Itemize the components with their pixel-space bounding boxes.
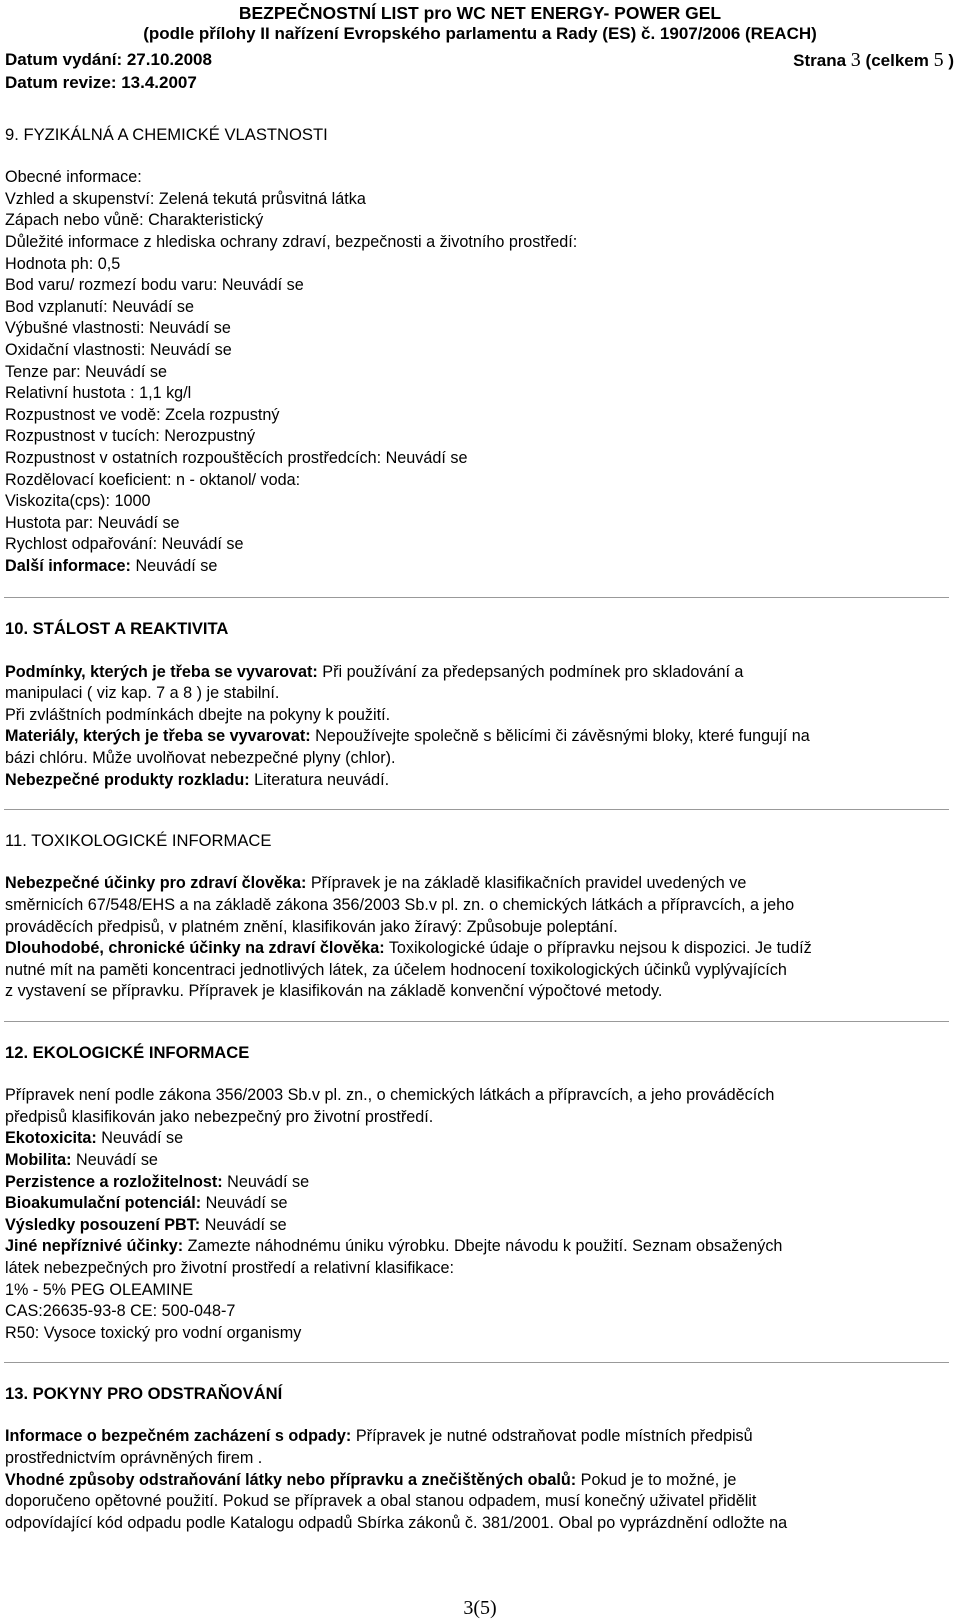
s10-conditions: Podmínky, kterých je třeba se vyvarovat: Při používání za předepsaných podmínek pro skladování a <box>5 662 744 681</box>
s12-intro-cont: předpisů klasifikován jako nebezpečný pro životní prostředí. <box>5 1107 434 1126</box>
s9-vapor-density: Hustota par: Neuvádí se <box>5 513 180 532</box>
s13-info-cont: prostřednictvím oprávněných firem . <box>5 1449 263 1468</box>
s10-materials-cont: bázi chlóru. Může uvolňovat nebezpečné plyny (chlor). <box>5 749 396 768</box>
s9-general: Obecné informace: <box>5 168 142 187</box>
s13-info: Informace o bezpečném zacházení s odpady: Přípravek je nutné odstraňovat podle místních předpisů <box>5 1427 753 1446</box>
page-footer-number: 3(5) <box>463 1597 497 1619</box>
s12-substance-1: 1% - 5% PEG OLEAMINE <box>5 1280 194 1299</box>
s9-evaporation: Rychlost odpařování: Neuvádí se <box>5 535 244 554</box>
s11-effects-cont2: prováděcích předpisů, v platném znění, klasifikován jako žíravý: Způsobuje poleptání. <box>5 917 618 936</box>
s9-boiling: Bod varu/ rozmezí bodu varu: Neuvádí se <box>5 276 304 295</box>
s12-intro: Přípravek není podle zákona 356/2003 Sb.v pl. zn., o chemických látkách a přípravcích, a jeho prováděcích <box>5 1086 775 1105</box>
s9-ph: Hodnota ph: 0,5 <box>5 254 121 273</box>
s9-flash: Bod vzplanutí: Neuvádí se <box>5 297 194 316</box>
s12-persistence: Perzistence a rozložitelnost: Neuvádí se <box>5 1172 310 1191</box>
document-body <box>5 124 945 1534</box>
s13-methods-cont1: doporučeno opětovné použití. Pokud se přípravek a obal stanou odpadem, musí konečný uživatel přidělit <box>5 1492 757 1511</box>
s11-chronic-cont1: nutné mít na paměti koncentraci jednotlivých látek, za účelem hodnocení toxikologických účinků vyplývajících <box>5 960 787 979</box>
s11-chronic-cont2: z vystavení se přípravku. Přípravek je klasifikován na základě konvenční výpočtové metody. <box>5 982 663 1001</box>
section-11-title: 11. TOXIKOLOGICKÉ INFORMACE <box>5 831 272 851</box>
s12-adverse: Jiné nepříznivé účinky: Zamezte náhodnému úniku výrobku. Dbejte návodu k použití. Seznam obsažených <box>5 1237 783 1256</box>
s10-conditions-cont: manipulaci ( viz kap. 7 a 8 ) je stabilní. <box>5 684 280 703</box>
s9-density: Relativní hustota : 1,1 kg/l <box>5 384 192 403</box>
s9-appearance: Vzhled a skupenství: Zelená tekutá průsvitná látka <box>5 189 366 208</box>
s11-chronic: Dlouhodobé, chronické účinky na zdraví člověka: Toxikologické údaje o přípravku nejsou k dispozici. Je tudíž <box>5 939 812 958</box>
s9-other-solubility: Rozpustnost v ostatních rozpouštěcích prostředcích: Neuvádí se <box>5 448 468 467</box>
s9-water-solubility: Rozpustnost ve vodě: Zcela rozpustný <box>5 405 280 424</box>
s12-ecotoxicity: Ekotoxicita: Neuvádí se <box>5 1129 184 1148</box>
s9-vapor-pressure: Tenze par: Neuvádí se <box>5 362 167 381</box>
section-13-title: 13. POKYNY PRO ODSTRAŇOVÁNÍ <box>5 1384 283 1404</box>
s9-other-info: Další informace: Neuvádí se <box>5 556 218 575</box>
s11-effects: Nebezpečné účinky pro zdraví člověka: Přípravek je na základě klasifikačních pravidel uvedených ve <box>5 874 747 893</box>
s13-methods-cont2: odpovídající kód odpadu podle Katalogu odpadů Sbírka zákonů č. 381/2001. Obal po vyprázdnění odložte na <box>5 1513 788 1532</box>
s10-special: Při zvláštních podmínkách dbejte na pokyny k použití. <box>5 705 391 724</box>
s12-mobility: Mobilita: Neuvádí se <box>5 1150 158 1169</box>
s9-important: Důležité informace z hlediska ochrany zdraví, bezpečnosti a životního prostředí: <box>5 232 578 251</box>
issue-date: Datum vydání: 27.10.2008 <box>5 50 212 69</box>
s12-adverse-cont: látek nebezpečných pro životní prostředí a relativní klasifikace: <box>5 1258 454 1277</box>
s9-viscosity: Viskozita(cps): 1000 <box>5 492 151 511</box>
s9-odor: Zápach nebo vůně: Charakteristický <box>5 211 264 230</box>
document-subtitle: (podle přílohy II nařízení Evropského parlamentu a Rady (ES) č. 1907/2006 (REACH) <box>143 24 817 43</box>
s11-effects-cont1: směrnicích 67/548/EHS a na základě zákona 356/2003 Sb.v pl. zn. o chemických látkách a přípravcích, a jeho <box>5 896 795 914</box>
s13-methods: Vhodné způsoby odstraňování látky nebo přípravku a znečištěných obalů: Pokud je to možné, je <box>5 1470 737 1489</box>
s9-oxidizing: Oxidační vlastnosti: Neuvádí se <box>5 340 232 359</box>
s12-bioaccumulation: Bioakumulační potenciál: Neuvádí se <box>5 1194 288 1213</box>
header-row-issue <box>5 49 954 72</box>
document-title: BEZPEČNOSTNÍ LIST pro WC NET ENERGY- POWER GEL <box>238 3 722 23</box>
revision-date: Datum revize: 13.4.2007 <box>5 73 197 92</box>
section-10-title: 10. STÁLOST A REAKTIVITA <box>5 619 229 639</box>
page-indicator: Strana 3 (celkem 5 ) <box>793 49 954 71</box>
s12-pbt: Výsledky posouzení PBT: Neuvádí se <box>5 1215 287 1234</box>
s9-partition: Rozdělovací koeficient: n - oktanol/ voda: <box>5 470 301 489</box>
section-9-title: 9. FYZIKÁLNÁ A CHEMICKÉ VLASTNOSTI <box>5 125 328 144</box>
section-12-title: 12. EKOLOGICKÉ INFORMACE <box>5 1042 250 1062</box>
s10-decomposition: Nebezpečné produkty rozkladu: Literatura neuvádí. <box>5 770 390 789</box>
s9-fat-solubility: Rozpustnost v tucích: Nerozpustný <box>5 427 256 446</box>
s10-materials: Materiály, kterých je třeba se vyvarovat: Nepoužívejte společně s bělicími či závěsnými bloky, které fungují na <box>5 727 810 746</box>
s9-explosive: Výbušné vlastnosti: Neuvádí se <box>5 319 231 338</box>
s12-substance-2: CAS:26635-93-8 CE: 500-048-7 <box>5 1302 236 1321</box>
header-row-revision <box>5 72 954 94</box>
s12-substance-3: R50: Vysoce toxický pro vodní organismy <box>5 1323 302 1342</box>
